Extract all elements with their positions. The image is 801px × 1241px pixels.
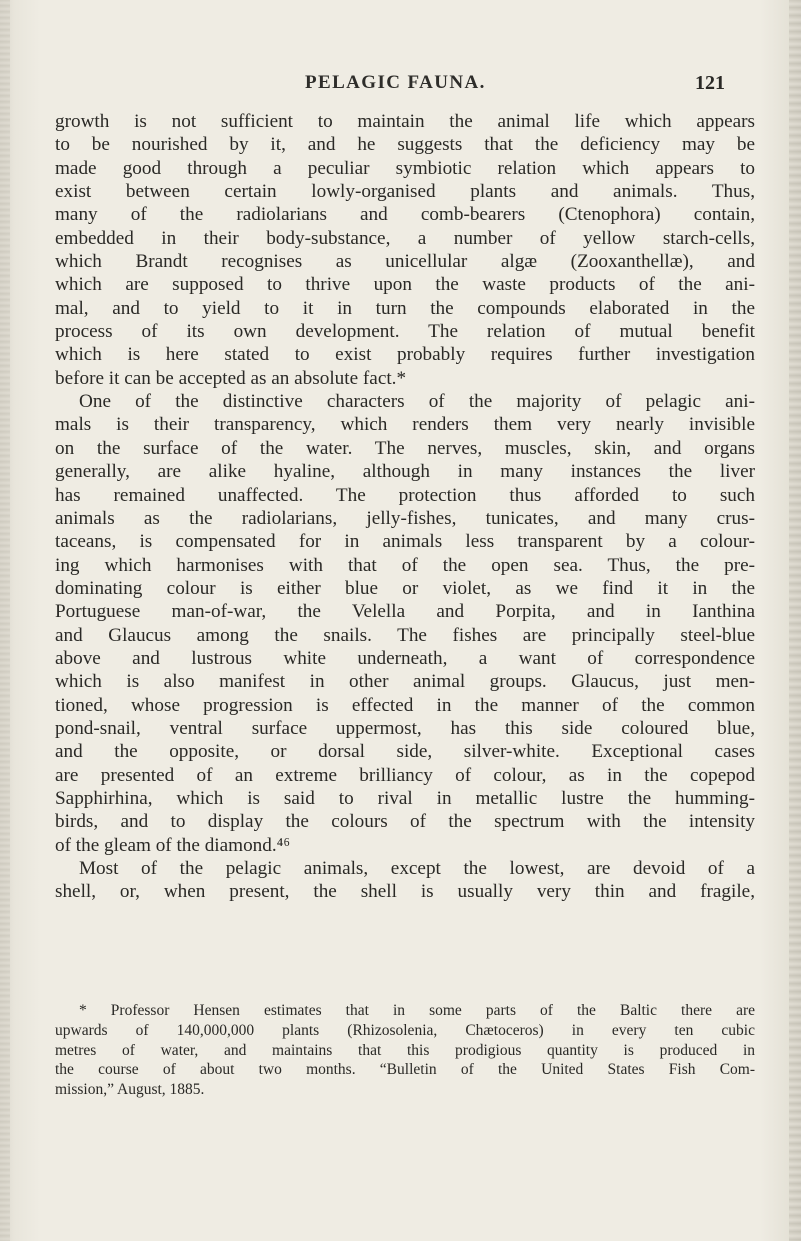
- text-line: are presented of an extreme brilliancy of colour, as in the copepod: [55, 764, 755, 786]
- text-line: which is here stated to exist probably requires further investigation: [55, 344, 755, 366]
- text-line: Sapphirhina, which is said to rival in metallic lustre the humming-: [55, 787, 755, 809]
- text-line: on the surface of the water. The nerves, muscles, skin, and organs: [55, 437, 755, 459]
- text-line: which is also manifest in other animal groups. Glaucus, just men-: [55, 671, 755, 693]
- text-line: tioned, whose progression is effected in the manner of the common: [55, 694, 755, 716]
- page-right-edge: [789, 0, 801, 1241]
- text-line: and the opposite, or dorsal side, silver-white. Exceptional cases: [55, 741, 755, 763]
- text-line: taceans, is compensated for in animals less transparent by a colour-: [55, 531, 755, 553]
- text-line: mals is their transparency, which renders them very nearly invisible: [55, 414, 755, 436]
- text-line: animals as the radiolarians, jelly-fishes, tunicates, and many crus-: [55, 507, 755, 529]
- text-line: process of its own development. The relation of mutual benefit: [55, 321, 755, 343]
- paragraph-start-line: Most of the pelagic animals, except the lowest, are devoid of a: [79, 858, 755, 879]
- text-line: Portuguese man-of-war, the Velella and Porpita, and in Ianthina: [55, 601, 755, 623]
- text-line: shell, or, when present, the shell is usually very thin and fragile,: [55, 881, 755, 903]
- text-line: which are supposed to thrive upon the waste products of the ani-: [55, 274, 755, 296]
- text-line: of the gleam of the diamond.⁴⁶: [55, 834, 291, 856]
- footnote: [55, 1001, 755, 1100]
- text-line: made good through a peculiar symbiotic relation which appears to: [55, 157, 755, 179]
- text-line: ing which harmonises with that of the open sea. Thus, the pre-: [55, 554, 755, 576]
- text-line: generally, are alike hyaline, although in many instances the liver: [55, 461, 755, 483]
- page-left-edge: [0, 0, 10, 1241]
- text-line: many of the radiolarians and comb-bearers (Ctenophora) contain,: [55, 204, 755, 226]
- footnote-line: mission,” August, 1885.: [55, 1081, 205, 1099]
- text-line: has remained unaffected. The protection thus afforded to such: [55, 484, 755, 506]
- text-line: growth is not sufficient to maintain the animal life which appears: [55, 111, 755, 132]
- footnote-line: the course of about two months. “Bulletin of the United States Fish Com-: [55, 1061, 755, 1079]
- text-line: birds, and to display the colours of the spectrum with the intensity: [55, 811, 755, 833]
- text-line: mal, and to yield to it in turn the compounds elaborated in the: [55, 297, 755, 319]
- page-header: [55, 72, 755, 102]
- paragraph-start-line: One of the distinctive characters of the majority of pelagic ani-: [79, 391, 755, 413]
- text-line: which Brandt recognises as unicellular algæ (Zooxanthellæ), and: [55, 251, 755, 273]
- text-line: exist between certain lowly-organised plants and animals. Thus,: [55, 181, 755, 203]
- footnote-line: * Professor Hensen estimates that in some parts of the Baltic there are: [79, 1002, 755, 1019]
- page-number: 121: [695, 72, 725, 94]
- text-line: dominating colour is either blue or violet, as we find it in the: [55, 577, 755, 599]
- body-text: [55, 110, 755, 904]
- text-line: to be nourished by it, and he suggests that the deficiency may be: [55, 134, 755, 156]
- text-line: before it can be accepted as an absolute fact.*: [55, 367, 407, 389]
- footnote-line: metres of water, and maintains that this prodigious quantity is produced in: [55, 1041, 755, 1059]
- running-head: PELAGIC FAUNA.: [305, 72, 486, 93]
- footnote-line: upwards of 140,000,000 plants (Rhizosolenia, Chætoceros) in every ten cubic: [55, 1021, 755, 1039]
- text-line: above and lustrous white underneath, a want of correspondence: [55, 647, 755, 669]
- text-line: pond-snail, ventral surface uppermost, has this side coloured blue,: [55, 717, 755, 739]
- text-line: and Glaucus among the snails. The fishes are principally steel-blue: [55, 624, 755, 646]
- text-line: embedded in their body-substance, a number of yellow starch-cells,: [55, 227, 755, 249]
